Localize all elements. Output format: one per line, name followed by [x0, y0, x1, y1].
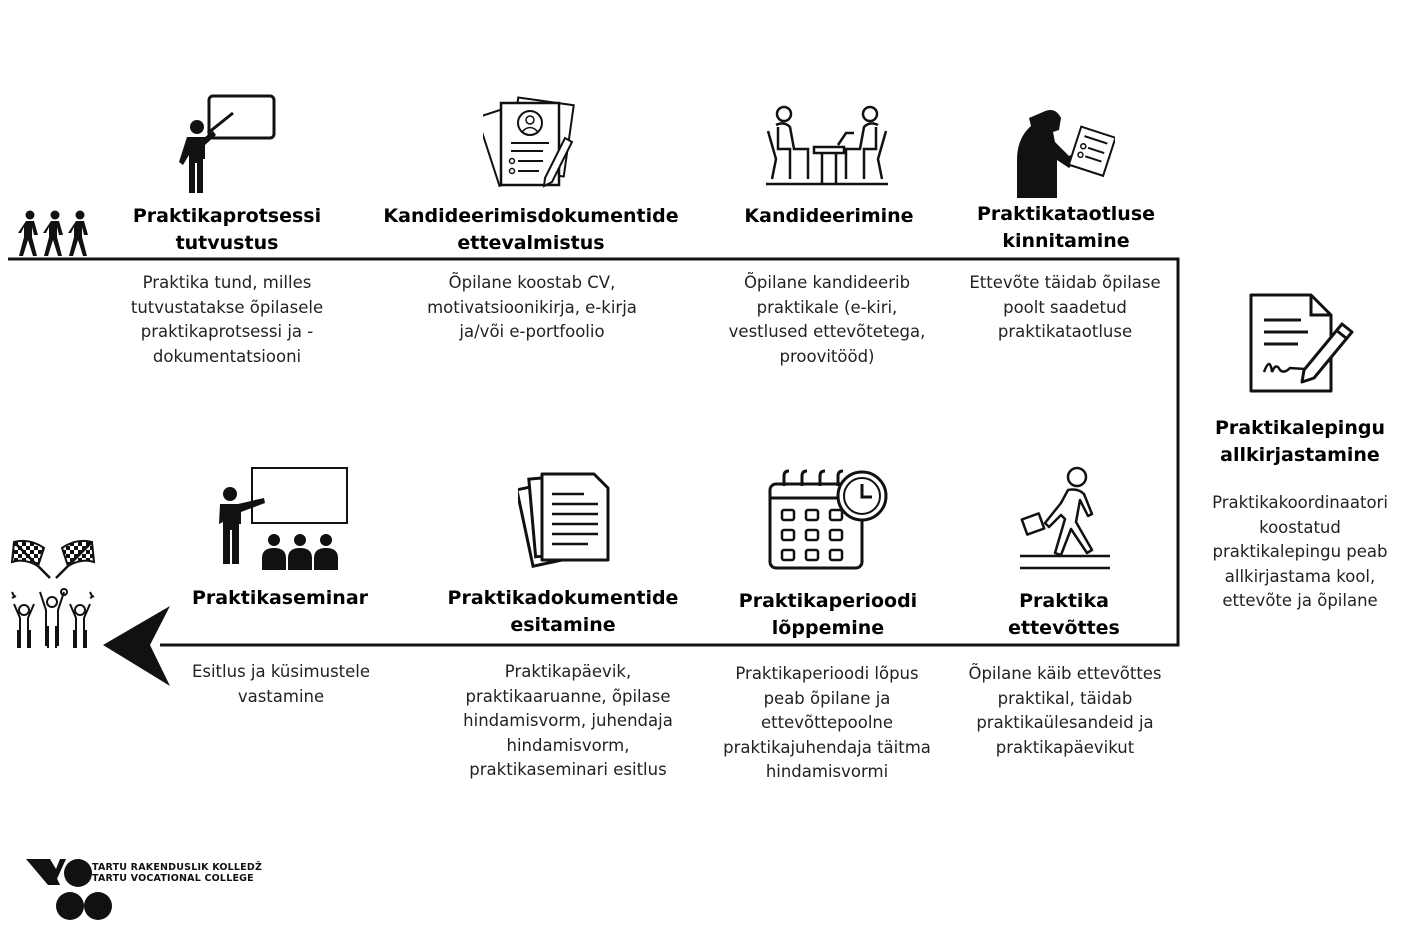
step-description: Praktikakoordinaatori koostatud praktikalepingu peab allkirjastama kool, ettevõte ja õpilane — [1212, 493, 1388, 610]
college-name-en: TARTU VOCATIONAL COLLEGE — [92, 873, 254, 884]
arrow-head-icon — [103, 606, 170, 686]
step-title: Praktikalepingu allkirjastamine — [1215, 417, 1385, 466]
signing-man-icon — [1015, 104, 1115, 198]
step-description: Õpilane kandideerib praktikale (e-kiri, vestlused ettevõtetega, proovitööd) — [728, 273, 926, 366]
cheering-crowd-icon — [6, 586, 98, 654]
step-title: Kandideerimisdokumentide ettevalmistus — [383, 205, 679, 254]
step-description: Praktika tund, milles tutvustatakse õpilasele praktikaprotsessi ja -dokumentatsiooni — [130, 273, 324, 366]
step-title: Praktikaprotsessi tutvustus — [132, 205, 322, 254]
step-title: Kandideerimine — [744, 205, 914, 227]
step-title: Praktikataotluse kinnitamine — [976, 203, 1156, 252]
interview-icon — [764, 103, 892, 189]
step-title: Praktika ettevõttes — [1008, 590, 1120, 639]
checkered-flags-icon — [10, 538, 96, 580]
teacher-board-icon — [175, 93, 279, 197]
contract-sign-icon — [1246, 290, 1356, 396]
step-praktikataotluse-kinnitamine — [968, 201, 1164, 255]
documents-stack-icon — [518, 468, 618, 568]
step-praktika-ettevottes — [984, 588, 1144, 642]
college-name-et: TARTU RAKENDUSLIK KOLLEDŽ — [92, 862, 263, 873]
step-kandideerimisdokumentide-ettevalmistus — [376, 203, 686, 257]
step-title: Praktikaperioodi lõppemine — [738, 590, 918, 639]
cv-documents-icon — [483, 93, 583, 193]
step-description: Ettevõte täidab õpilase poolt saadetud praktikataotluse — [969, 273, 1161, 341]
step-praktikaseminar — [180, 585, 380, 612]
step-praktikaprotsessi-tutvustus — [107, 203, 347, 257]
college-name — [92, 862, 262, 884]
step-title: Praktikaseminar — [191, 587, 369, 609]
step-praktikalepingu-allkirjastamine — [1200, 415, 1400, 469]
step-description: Praktikaperioodi lõpus peab õpilane ja ettevõttepoolne praktikajuhendaja täitma hindamisvormi — [723, 664, 931, 781]
step-description: Esitlus ja küsimustele vastamine — [191, 662, 371, 706]
step-kandideerimine — [720, 203, 938, 230]
step-praktikaperioodi-loppemine — [718, 588, 938, 642]
step-description: Õpilane käib ettevõttes praktikal, täidab praktikaülesandeid ja praktikapäevikut — [968, 664, 1162, 757]
step-description: Õpilane koostab CV, motivatsioonikirja, e-kirja ja/või e-portfoolio — [427, 273, 637, 341]
walking-people-icon — [14, 208, 96, 260]
walking-worker-icon — [1018, 464, 1114, 574]
presentation-audience-icon — [212, 466, 352, 572]
step-praktikadokumentide-esitamine — [432, 585, 694, 639]
step-title: Praktikadokumentide esitamine — [447, 587, 679, 636]
step-description: Praktikapäevik, praktikaaruanne, õpilase hindamisvorm, juhendaja hindamisvorm, praktikaseminari esitlus — [463, 662, 673, 779]
calendar-clock-icon — [766, 468, 890, 572]
